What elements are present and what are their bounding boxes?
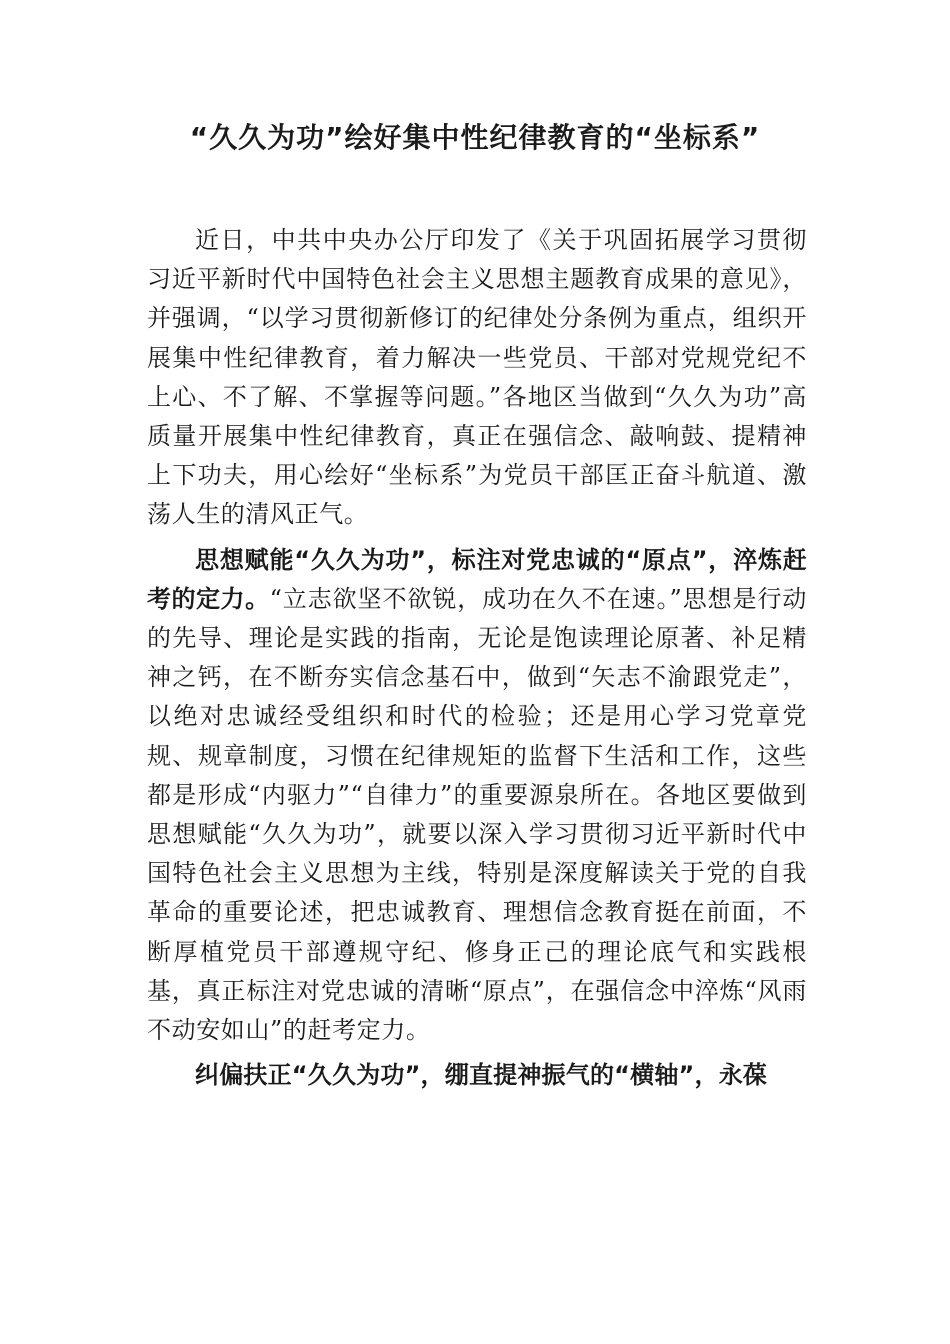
- paragraph-intro: [147, 221, 807, 535]
- paragraph-thought-empowerment: [147, 541, 807, 1051]
- paragraph-correction-heading: 纠偏扶正“久久为功”，绷直提神振气的“横轴”，永葆: [195, 1061, 768, 1090]
- document-title: “久久为功”绘好集中性纪律教育的“坐标系”: [189, 121, 761, 154]
- paragraph-intro-text: 近日，中共中央办公厅印发了《关于巩固拓展学习贯彻习近平新时代中国特色社会主义思想主题教育成果的意见》，并强调，“以学习贯彻新修订的纪律处分条例为重点，组织开展集中性纪律教育，着力解决一些党员、干部对党规党纪不上心、不了解、不掌握等问题。”各地区当做到“久久为功”高质量开展集中性纪律教育，真正在强信念、敲响鼓、提精神上下功夫，用心绘好“坐标系”为党员干部匡正奋斗航道、激荡人生的清风正气。: [147, 226, 807, 529]
- document-body: [147, 221, 807, 1101]
- paragraph-correction: [147, 1056, 807, 1095]
- paragraph-thought-empowerment-text: “立志欲坚不欲锐，成功在久不在速。”思想是行动的先导、理论是实践的指南，无论是饱读理论原著、补足精神之钙，在不断夯实信念基石中，做到“矢志不渝跟党走”，以绝对忠诚经受组织和时代的检验；还是用心学习党章党规、规章制度，习惯在纪律规矩的监督下生活和工作，这些都是形成“内驱力”“自律力”的重要源泉所在。各地区要做到思想赋能“久久为功”，就要以深入学习贯彻习近平新时代中国特色社会主义思想为主线，特别是深度解读关于党的自我革命的重要论述，把忠诚教育、理想信念教育挺在前面，不断厚植党员干部遵规守纪、修身正己的理论底气和实践根基，真正标注对党忠诚的清晰“原点”，在强信念中淬炼“风雨不动安如山”的赶考定力。: [147, 584, 807, 1045]
- paragraph-thought-empowerment-heading: 思想赋能“久久为功”，标注对党忠诚的“原点”，淬炼赶考的定力。: [147, 545, 807, 613]
